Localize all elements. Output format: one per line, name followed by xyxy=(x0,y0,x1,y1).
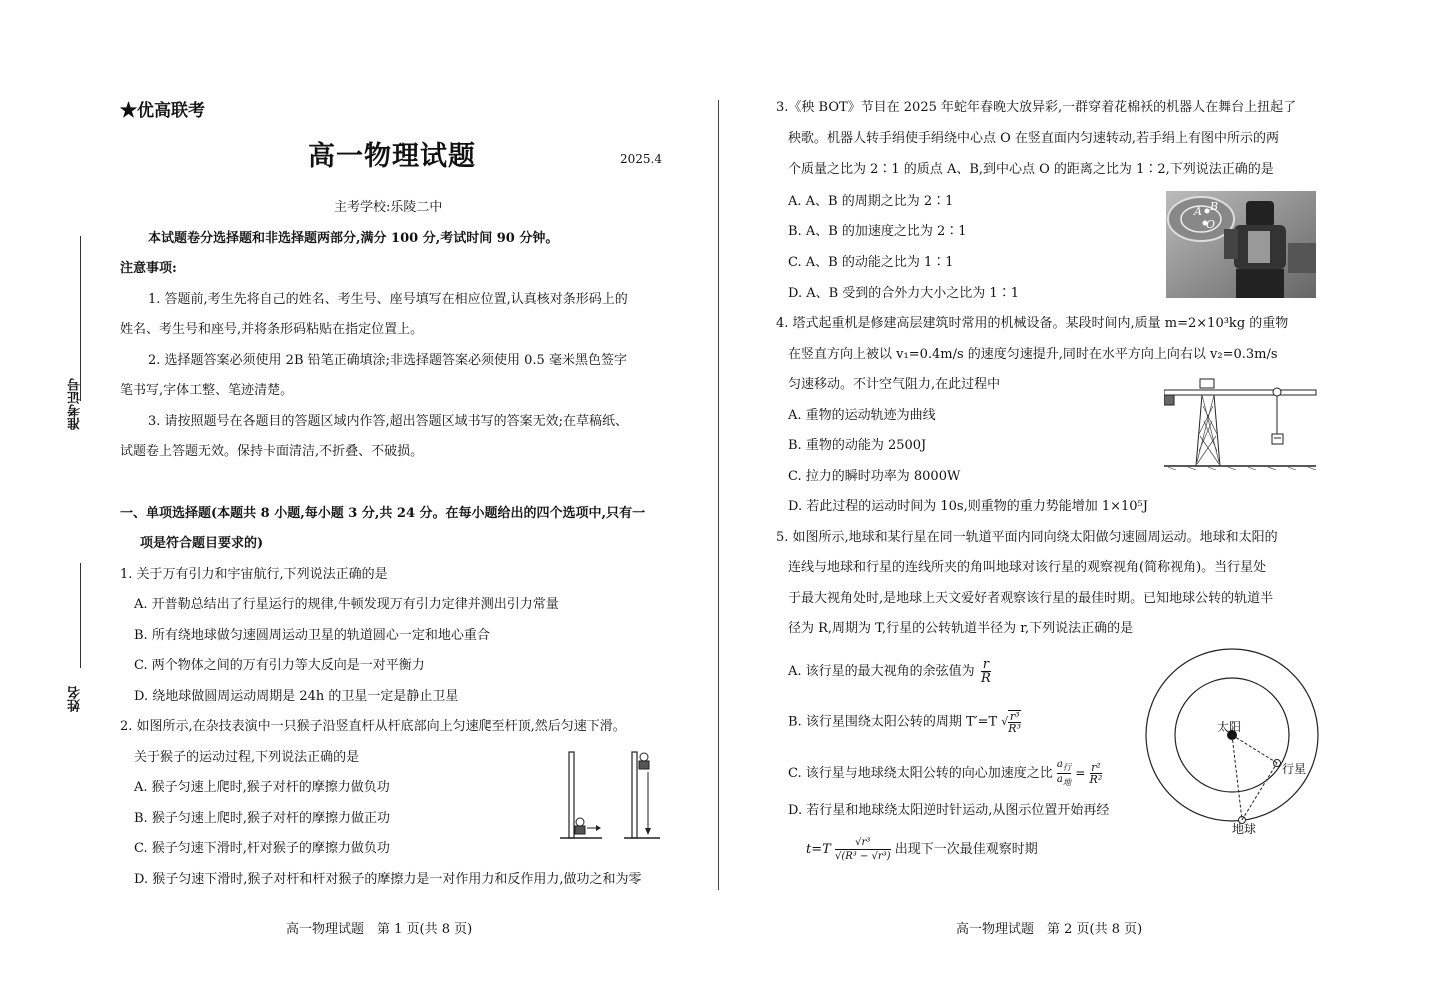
q5-option-c: C. 该行星与地球绕太阳公转的向心加速度之比 $a_行$ $a_地$ = $\frac{\text{r²}}{\text{R²}}$ xyxy=(788,759,1103,787)
intro-text: 本试题卷分选择题和非选择题两部分,满分 100 分,考试时间 90 分钟。 xyxy=(148,231,559,246)
page1-footer: 高一物理试题 第 1 页(共 8 页) xyxy=(286,922,473,937)
q5-option-b xyxy=(788,710,1021,734)
q1-option-b: B. 所有绕地球做匀速圆周运动卫星的轨道圆心一定和地心重合 xyxy=(134,628,490,643)
notice-line: 1. 答题前,考生先将自己的姓名、考生号、座号填写在相应位置,认真核对条形码上的 xyxy=(148,292,628,307)
fraction-a-ratio: $a_行$ $a_地$ xyxy=(1056,759,1072,787)
q1-stem: 1. 关于万有引力和宇宙航行,下列说法正确的是 xyxy=(120,567,388,582)
q5-line: 连线与地球和行星的连线所夹的角叫地球对该行星的观察视角(简称视角)。当行星处 xyxy=(788,560,1267,575)
notice-line: 2. 选择题答案必须使用 2B 铅笔正确填涂;非选择题答案必须使用 0.5 毫米黑色签字 xyxy=(148,353,627,368)
q4-option-d: D. 若此过程的运动时间为 10s,则重物的重力势能增加 1×10⁵J xyxy=(788,499,1148,514)
label-o: O xyxy=(1206,218,1216,231)
fraction-r-over-R: $\frac{r}{R}$ xyxy=(981,657,991,686)
notice-line: 3. 请按照题号在各题目的答题区域内作答,超出答题区域书写的答案无效;在草稿纸、 xyxy=(148,414,629,429)
brand: ★优高联考 xyxy=(120,101,205,121)
q5-option-c-text: C. 该行星与地球绕太阳公转的向心加速度之比 xyxy=(788,766,1053,781)
q4-line: 在竖直方向上被以 v₁=0.4m/s 的速度匀速提升,同时在水平方向上向右以 v₂=0.3m/s xyxy=(788,347,1278,362)
q2-option-d: D. 猴子匀速下滑时,猴子对杆和杆对猴子的摩擦力是一对作用力和反作用力,做功之和为零 xyxy=(134,872,642,887)
q5-option-d-formula: t=T $\frac{\text{√r³}}{\text{√(R³ − √r³)}}$ 出现下一次最佳观察时期 xyxy=(806,837,1038,862)
q5-line: 5. 如图所示,地球和某行星在同一轨道平面内同向绕太阳做匀速圆周运动。地球和太阳的 xyxy=(776,530,1278,545)
label-exam-number: 准考证号 xyxy=(68,378,83,430)
section-heading-cont: 项是符合题目要求的) xyxy=(140,536,264,551)
q4-line: 匀速移动。不计空气阻力,在此过程中 xyxy=(788,377,1001,392)
q1-option-d: D. 绕地球做圆周运动周期是 24h 的卫星一定是静止卫星 xyxy=(134,689,459,704)
q2-option-b: B. 猴子匀速上爬时,猴子对杆的摩擦力做正功 xyxy=(134,811,390,826)
q3-line: 秧歌。机器人转手绢使手绢绕中心点 O 在竖直面内匀速转动,若手绢上有图中所示的两 xyxy=(788,131,1280,146)
notice-title: 注意事项: xyxy=(120,261,177,276)
q5-line: 径为 R,周期为 T,行星的公转轨道半径为 r,下列说法正确的是 xyxy=(788,621,1134,636)
q3-option-c: C. A、B 的动能之比为 1∶1 xyxy=(788,255,954,270)
q1-option-c: C. 两个物体之间的万有引力等大反向是一对平衡力 xyxy=(134,658,425,673)
sqrt-r3-over-R3: √ $\frac{\text{r³}}{\text{R³}}$ xyxy=(1001,710,1021,735)
tower-crane-figure xyxy=(1164,376,1318,470)
label-earth: 地球 xyxy=(1232,822,1257,836)
q5-option-b-text: B. 该行星围绕太阳公转的周期 T′=T xyxy=(788,714,998,730)
notice-line: 笔书写,字体工整、笔迹清楚。 xyxy=(120,383,294,398)
q3-option-d: D. A、B 受到的合外力大小之比为 1∶1 xyxy=(788,286,1019,301)
q4-option-c: C. 拉力的瞬时功率为 8000W xyxy=(788,469,961,484)
label-b: B xyxy=(1210,200,1219,213)
orbit-figure xyxy=(1144,640,1320,840)
label-sun: 太阳 xyxy=(1217,720,1242,734)
page2-footer: 高一物理试题 第 2 页(共 8 页) xyxy=(956,922,1143,937)
q3-option-b: B. A、B 的加速度之比为 2∶1 xyxy=(788,224,967,239)
q5-option-d: D. 若行星和地球绕太阳逆时针运动,从图示位置开始再经 xyxy=(788,803,1110,818)
q4-option-b: B. 重物的动能为 2500J xyxy=(788,438,927,453)
q3-line: 3.《秧 BOT》节目在 2025 年蛇年春晚大放异彩,一群穿着花棉袄的机器人在舞台上扭起了 xyxy=(776,100,1297,115)
q5-option-a-text: A. 该行星的最大视角的余弦值为 xyxy=(788,664,975,679)
fraction-r2-over-R2: $\frac{\text{r²}}{\text{R²}}$ xyxy=(1089,761,1103,786)
q5-option-d-text2: 出现下一次最佳观察时期 xyxy=(894,842,1038,857)
label-planet: 行星 xyxy=(1282,762,1307,776)
q1-option-a: A. 开普勒总结出了行星运行的规律,牛顿发现万有引力定律并测出引力常量 xyxy=(134,597,559,612)
robot-photo xyxy=(1166,191,1316,298)
q2-stem-cont: 关于猴子的运动过程,下列说法正确的是 xyxy=(134,750,360,765)
q3-line: 个质量之比为 2∶1 的质点 A、B,到中心点 O 的距离之比为 1∶2,下列说法正确的是 xyxy=(788,162,1274,177)
page-title: 高一物理试题 xyxy=(308,141,476,172)
section-heading: 一、单项选择题(本题共 8 小题,每小题 3 分,共 24 分。在每小题给出的四个选项中,只有一 xyxy=(120,506,646,521)
q2-option-a: A. 猴子匀速上爬时,猴子对杆的摩擦力做负功 xyxy=(134,780,390,795)
notice-line: 姓名、考生号和座号,并将条形码粘贴在指定位置上。 xyxy=(120,322,424,337)
notice-line: 试题卷上答题无效。保持卡面清洁,不折叠、不破损。 xyxy=(120,444,424,459)
q5-line: 于最大视角处时,是地球上天文爱好者观察该行星的最佳时期。已知地球公转的轨道半 xyxy=(788,591,1274,606)
q5-option-a xyxy=(788,658,991,685)
q4-option-a: A. 重物的运动轨迹为曲线 xyxy=(788,408,936,423)
q3-option-a: A. A、B 的周期之比为 2∶1 xyxy=(788,194,954,209)
monkey-pole-figure xyxy=(560,748,665,843)
host-school: 主考学校:乐陵二中 xyxy=(334,200,443,215)
exam-date: 2025.4 xyxy=(620,152,662,166)
q2-stem: 2. 如图所示,在杂技表演中一只猴子沿竖直杆从杆底部向上匀速爬至杆顶,然后匀速下滑。 xyxy=(120,719,626,734)
label-name: 姓名 xyxy=(68,686,83,712)
q4-line: 4. 塔式起重机是修建高层建筑时常用的机械设备。某段时间内,质量 m=2×10³kg 的重物 xyxy=(776,316,1289,331)
q2-option-c: C. 猴子匀速下滑时,杆对猴子的摩擦力做负功 xyxy=(134,841,390,856)
label-a: A xyxy=(1194,205,1202,218)
page-divider xyxy=(718,100,719,890)
